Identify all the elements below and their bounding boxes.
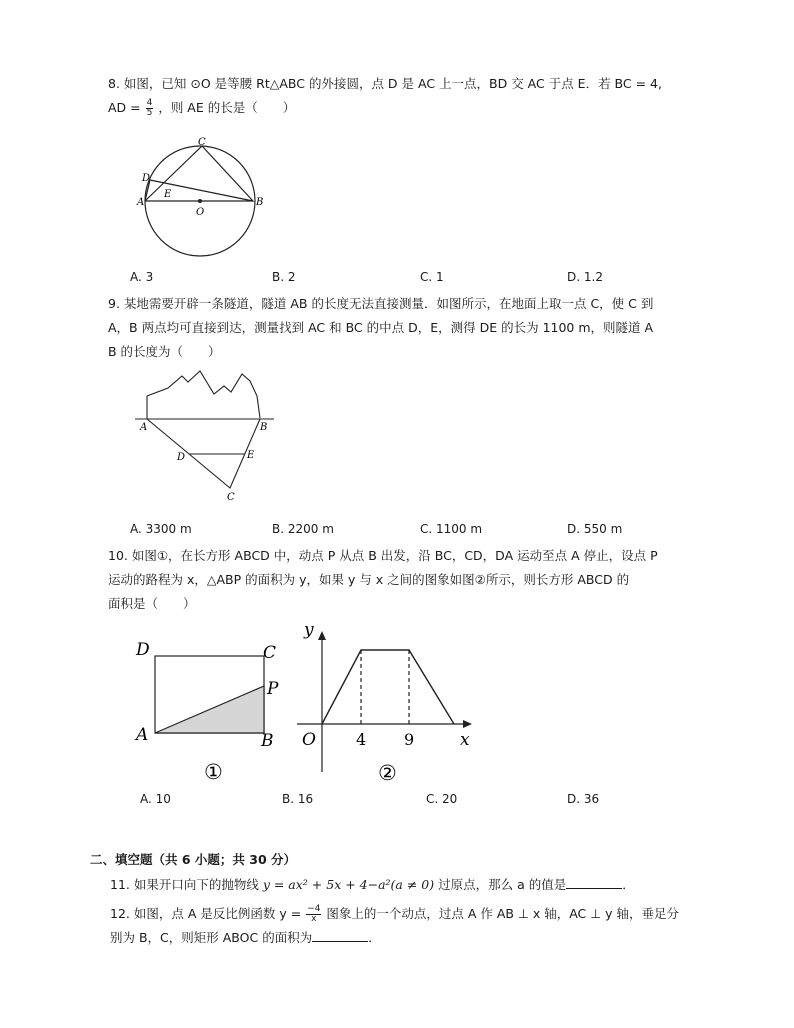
label-b: B (260, 422, 268, 433)
label-x: x (460, 730, 470, 750)
q8-option-d[interactable]: D. 1.2 (567, 270, 603, 284)
q10-option-d[interactable]: D. 36 (567, 792, 600, 806)
q11-formula: y = ax² + 5x + 4−a²(a ≠ 0) (262, 877, 435, 892)
q8-option-a[interactable]: A. 3 (130, 270, 154, 284)
label-c: C (198, 137, 206, 148)
q12-line2: 别为 B，C，则矩形 ABOC 的面积为 ． (110, 930, 381, 945)
q9-line3: B 的长度为（ ） (108, 344, 221, 359)
label-c: C (227, 492, 235, 503)
q12-line1: 12. 如图，点 A 是反比例函数 y = $\frac{-4}{x}$ 图象上的一个动点，过点 A 作 AB ⊥ x 轴，AC ⊥ y 轴，垂足分 (110, 904, 679, 924)
tick-9: 9 (404, 730, 415, 749)
label-o: O (196, 207, 205, 218)
q9-options (130, 522, 690, 540)
q9-tunnel-figure (132, 366, 282, 506)
question-8 (108, 72, 708, 120)
label-e: E (164, 189, 172, 200)
label-p: P (267, 679, 279, 699)
q9-option-a[interactable]: A. 3300 m (130, 522, 192, 536)
q8-fraction: $\frac{4}{5}$ (146, 98, 153, 118)
q9-option-b[interactable]: B. 2200 m (272, 522, 334, 536)
q12-fraction: $\frac{-4}{x}$ (307, 904, 321, 924)
q10-rectangle-figure (132, 632, 292, 787)
label-c: C (263, 643, 277, 663)
label-a: A (137, 197, 145, 208)
q8-line1: 8. 如图，已知 ⊙O 是等腰 Rt△ABC 的外接圆，点 D 是 AC 上一点，BD 交 AC 于点 E．若 BC = 4, (108, 76, 662, 91)
tick-4: 4 (356, 730, 367, 749)
q10-graph-figure (292, 618, 482, 786)
section-fill-in-blank-title: 二、填空题（共 6 小题；共 30 分） (90, 852, 297, 867)
label-d: D (142, 173, 151, 184)
y-axis-arrow (318, 631, 326, 640)
q10-option-a[interactable]: A. 10 (140, 792, 171, 806)
question-10 (108, 544, 708, 616)
x-axis-arrow (463, 720, 472, 728)
label-a: A (140, 422, 148, 433)
label-e: E (247, 450, 255, 461)
q10-options (130, 792, 690, 810)
label-a: A (136, 725, 149, 745)
label-b: B (261, 731, 274, 751)
q12-answer-blank[interactable] (312, 929, 368, 942)
label-o: O (302, 730, 316, 750)
label-b: B (256, 197, 264, 208)
caption-2: ② (378, 761, 397, 785)
caption-1: ① (204, 760, 223, 784)
q9-option-c[interactable]: C. 1100 m (420, 522, 483, 536)
q10-line1: 10. 如图①，在长方形 ABCD 中，动点 P 从点 B 出发，沿 BC，CD，DA 运动至点 A 停止，设点 P (108, 548, 658, 563)
q10-option-b[interactable]: B. 16 (282, 792, 314, 806)
question-11: 11. 如果开口向下的抛物线 y = ax² + 5x + 4−a²(a ≠ 0) 过原点，那么 a 的值是 ． (110, 877, 635, 892)
graph-line (322, 650, 454, 724)
q9-option-d[interactable]: D. 550 m (567, 522, 623, 536)
q11-answer-blank[interactable] (566, 876, 622, 889)
mountain-outline (147, 371, 260, 418)
q10-option-c[interactable]: C. 20 (426, 792, 458, 806)
q10-line3: 面积是（ ） (108, 596, 196, 611)
triangle-abc (145, 146, 253, 201)
center-o-dot (198, 199, 202, 203)
triangle-abp (155, 686, 264, 733)
q8-circle-figure (135, 134, 275, 260)
label-y: y (304, 620, 314, 640)
q8-line2: AD = $\frac{4}{5}$ ，则 AE 的长是（ ） (108, 98, 296, 118)
label-d: D (177, 452, 186, 463)
label-d: D (136, 640, 150, 660)
q8-options (130, 270, 690, 288)
q9-line2: A，B 两点均可直接到达，测量找到 AC 和 BC 的中点 D，E，测得 DE 的长为 1100 m，则隧道 A (108, 320, 654, 335)
question-9 (108, 292, 708, 364)
q10-line2: 运动的路程为 x，△ABP 的面积为 y，如果 y 与 x 之间的图象如图②所示，则长方形 ABCD 的 (108, 572, 630, 587)
q8-option-b[interactable]: B. 2 (272, 270, 296, 284)
q9-line1: 9. 某地需要开辟一条隧道，隧道 AB 的长度无法直接测量．如图所示，在地面上取一点 C，使 C 到 (108, 296, 654, 311)
q8-option-c[interactable]: C. 1 (420, 270, 444, 284)
question-12 (110, 902, 710, 950)
